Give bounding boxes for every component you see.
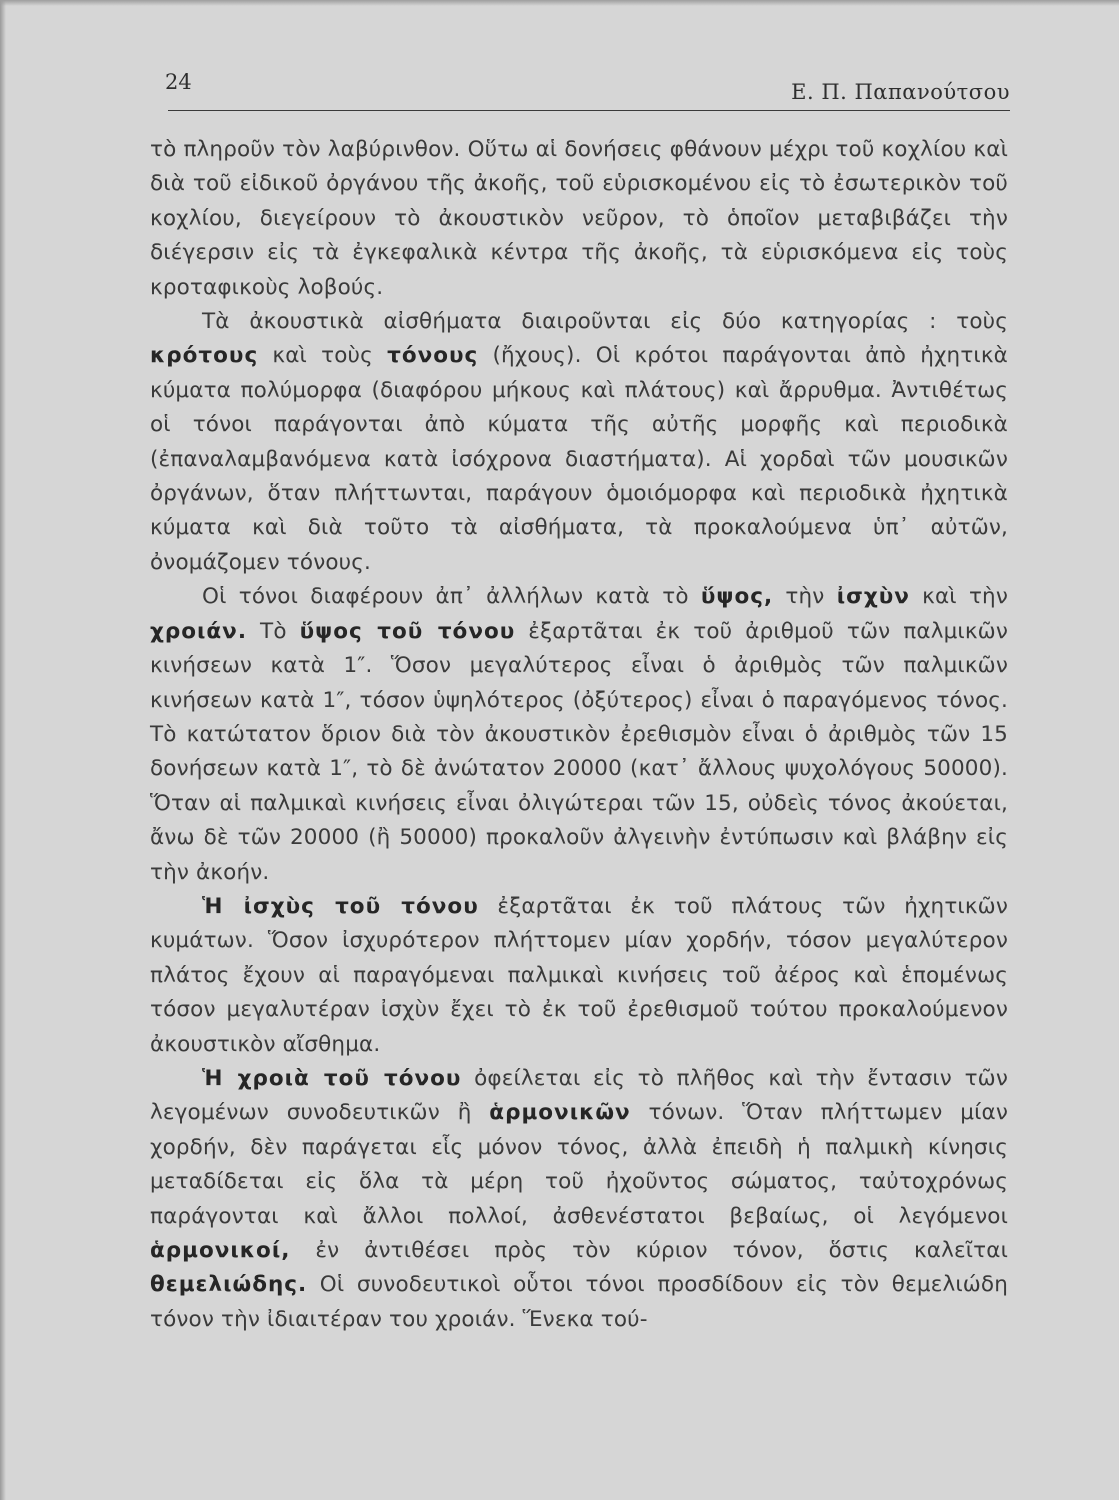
text-run: ἐξαρτᾶται ἐκ τοῦ ἀριθμοῦ τῶν παλμικῶν κινήσεων κατὰ 1″. Ὅσον μεγαλύτερος εἶναι ὁ ἀριθμὸς τῶν παλμικῶν κινήσεων κατὰ 1″, τόσον ὑψηλότερος (ὀξύτερος) εἶναι ὁ παραγόμενος τόνος. Τὸ κατώτατον ὅριον διὰ τὸν ἀκουστικὸν ἐρεθισμὸν εἶναι ὁ ἀριθμὸς τῶν 15 δονήσεων κατὰ 1″, τὸ δὲ ἀνώτατον 20000 (κατ᾽ ἄλλους ψυχολόγους 50000). Ὅταν αἱ παλμικαὶ κινήσεις εἶναι ὀλιγώτεραι τῶν 15, οὐδεὶς τόνος ἀκούεται, ἄνω δὲ τῶν 20000 (ἢ 50000) προκαλοῦν ἀλγεινὴν ἐντύπωσιν καὶ βλάβην εἰς τὴν ἀκοήν. <box>150 618 1008 885</box>
emphasized-term: τόνους <box>387 343 479 369</box>
paragraph <box>150 133 1008 305</box>
text-run: τόνων. Ὅταν πλήττωμεν μίαν χορδήν, δὲν παράγεται εἷς μόνον τόνος, ἀλλὰ ἐπειδὴ ἡ παλμικὴ κίνησις μεταδίδεται εἰς ὅλα τὰ μέρη τοῦ ἠχοῦντος σώματος, ταὐτοχρόνως παράγονται καὶ ἄλλοι πολλοί, ἀσθενέστατοι βεβαίως, οἱ λεγόμενοι <box>150 1100 1008 1229</box>
emphasized-term: χροιάν. <box>150 618 247 644</box>
emphasized-term: ὕψος τοῦ τόνου <box>299 618 516 644</box>
page-header <box>165 66 1010 106</box>
emphasized-term: Ἡ χροιὰ τοῦ τόνου <box>202 1065 462 1091</box>
paragraph <box>150 1062 1008 1337</box>
emphasized-term: ἰσχὺν <box>836 584 910 610</box>
emphasized-term: ἁρμονικῶν <box>489 1100 631 1126</box>
text-run: (ἤχους). Οἱ κρότοι παράγονται ἀπὸ ἠχητικὰ κύματα πολύμορφα (διαφόρου μήκους καὶ πλάτους) καὶ ἄρρυθμα. Ἀντιθέτως οἱ τόνοι παράγονται ἀπὸ κύματα τῆς αὐτῆς μορφῆς καὶ περιοδικὰ (ἐπαναλαμβανόμενα κατὰ ἰσόχρονα διαστήματα). Αἱ χορδαὶ τῶν μουσικῶν ὀργάνων, ὅταν πλήττωνται, παράγουν ὁμοιόμορφα καὶ περιοδικὰ ἠχητικὰ κύματα καὶ διὰ τοῦτο τὰ αἰσθήματα, τὰ προκαλούμενα ὑπ᾽ αὐτῶν, ὀνομάζομεν τόνους. <box>150 343 1008 575</box>
text-run: καὶ τὴν <box>909 584 1008 610</box>
emphasized-term: Ἡ ἰσχὺς τοῦ τόνου <box>202 893 479 919</box>
page-edge-shadow <box>0 0 6 1500</box>
body-text <box>150 133 1008 1337</box>
text-run: καὶ τοὺς <box>258 343 388 369</box>
text-run: Τὰ ἀκουστικὰ αἰσθήματα διαιροῦνται εἰς δύο κατηγορίας : τοὺς <box>202 309 1008 335</box>
text-run: Οἱ συνοδευτικοὶ οὗτοι τόνοι προσδίδουν εἰς τὸν θεμελιώδη τόνον τὴν ἰδιαιτέραν του χροιάν. Ἕνεκα τού- <box>150 1272 1008 1332</box>
text-run: Τὸ <box>247 618 300 644</box>
text-run: ὀφείλεται εἰς τὸ πλῆθος καὶ τὴν ἔντασιν τῶν λεγομένων συνοδευτικῶν ἢ <box>150 1065 1008 1126</box>
page-edge-shadow-top <box>0 0 1119 6</box>
paragraph <box>150 305 1008 580</box>
header-rule <box>168 110 1010 111</box>
emphasized-term: θεμελιώδης. <box>150 1272 308 1298</box>
paragraph <box>150 580 1008 890</box>
emphasized-term: ἁρμονικοί, <box>150 1238 291 1263</box>
emphasized-term: ὕψος, <box>700 584 774 610</box>
text-run: τὸ πληροῦν τὸν λαβύρινθον. Οὕτω αἱ δονήσεις φθάνουν μέχρι τοῦ κοχλίου καὶ διὰ τοῦ εἰδικοῦ ὀργάνου τῆς ἀκοῆς, τοῦ εὑρισκομένου εἰς τὸ ἐσωτερικὸν τοῦ κοχλίου, διεγείρουν τὸ ἀκουστικὸν νεῦρον, τὸ ὁποῖον μεταβιβάζει τὴν διέγερσιν εἰς τὰ ἐγκεφαλικὰ κέντρα τῆς ἀκοῆς, τὰ εὑρισκόμενα εἰς τοὺς κροταφικοὺς λοβούς. <box>150 137 1008 300</box>
text-run: ἐν ἀντιθέσει πρὸς τὸν κύριον τόνον, ὅστις καλεῖται <box>290 1238 1008 1263</box>
running-head: Ε. Π. Παπανούτσου <box>791 80 1010 104</box>
page-number: 24 <box>165 70 192 94</box>
text-run: ἐξαρτᾶται ἐκ τοῦ πλάτους τῶν ἠχητικῶν κυμάτων. Ὅσον ἰσχυρότερον πλήττομεν μίαν χορδήν, τόσον μεγαλύτερον πλάτος ἔχουν αἱ παραγόμεναι παλμικαὶ κινήσεις τοῦ ἀέρος καὶ ἑπομένως τόσον μεγαλυτέραν ἰσχὺν ἔχει τὸ ἐκ τοῦ ἐρεθισμοῦ τούτου προκαλούμενον ἀκουστικὸν αἴσθημα. <box>150 893 1008 1057</box>
emphasized-term: κρότους <box>150 343 259 369</box>
paragraph <box>150 890 1008 1062</box>
text-run: Οἱ τόνοι διαφέρουν ἀπ᾽ ἀλλήλων κατὰ τὸ <box>202 584 701 610</box>
text-run: τὴν <box>773 584 837 610</box>
